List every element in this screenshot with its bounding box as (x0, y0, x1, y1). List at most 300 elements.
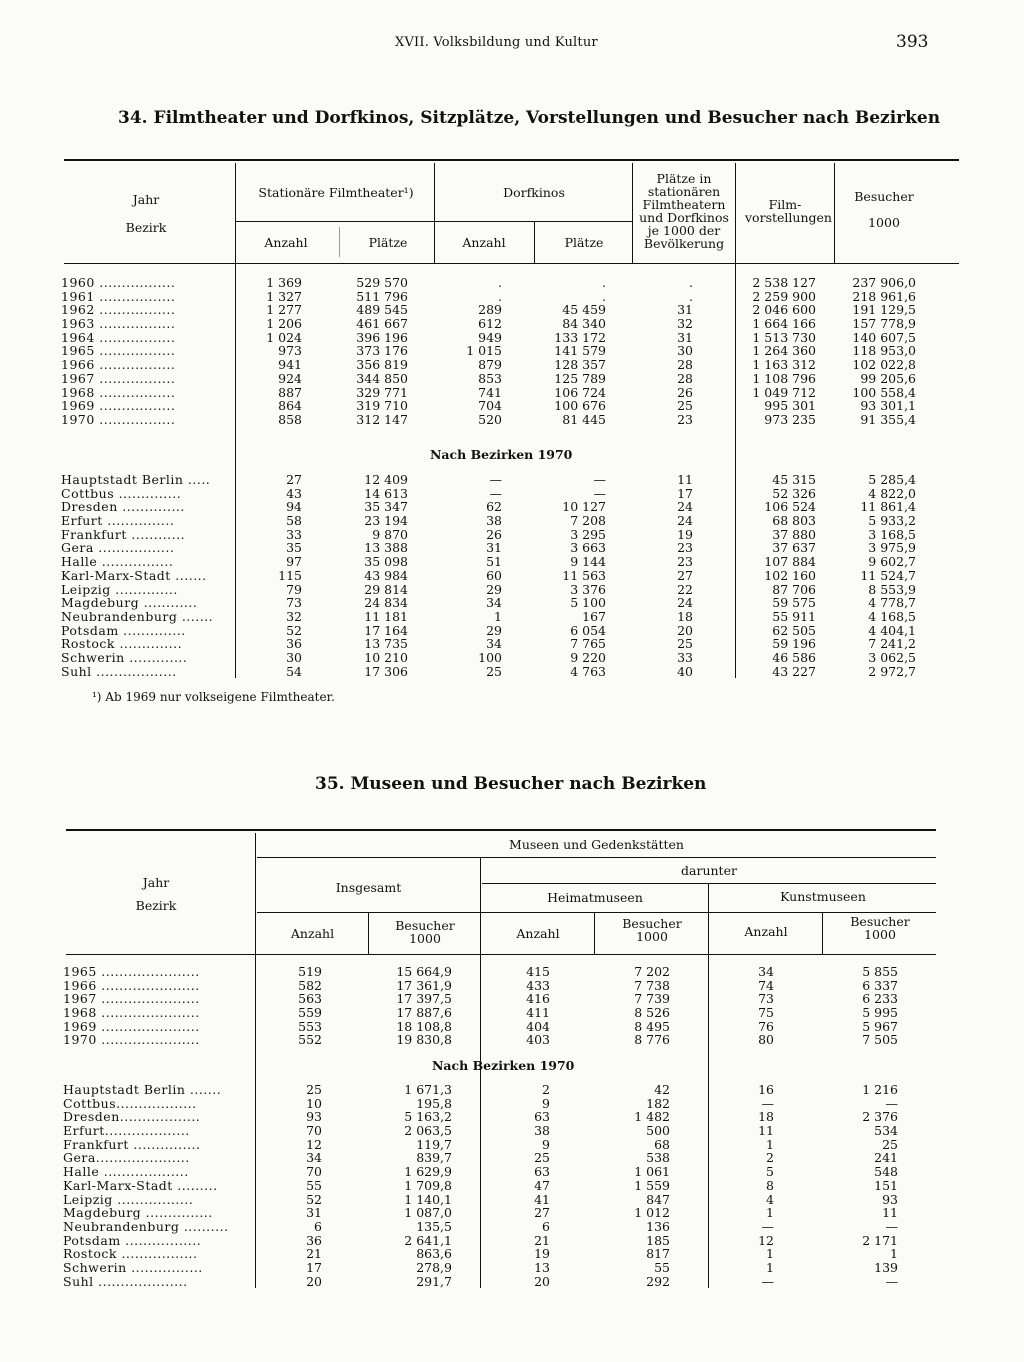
table-cell: 6 054 (570, 622, 606, 638)
t34-year-dk-anzahl (448, 276, 502, 427)
table-cell: 97 (286, 554, 302, 570)
table-cell: 118 953,0 (852, 343, 916, 359)
t34-year-besucher (836, 276, 916, 427)
table-cell: 1 277 (266, 302, 302, 318)
table-cell: 54 (286, 663, 302, 679)
table-cell: 25 (677, 636, 693, 652)
table-cell: 8 495 (634, 1018, 670, 1034)
table-cell: 29 (486, 622, 502, 638)
table-cell: 19 (677, 526, 693, 542)
table-cell: 1 482 (634, 1109, 670, 1125)
table-cell: 3 295 (570, 526, 606, 542)
table-cell: . (689, 275, 693, 290)
table-cell: 1 (766, 1205, 774, 1221)
t35-head-ins-besucher: Besucher (395, 918, 455, 933)
table-cell: 11 524,7 (860, 567, 916, 583)
table-cell: Leipzig ................. (63, 1191, 194, 1207)
table-cell: 7 765 (570, 636, 606, 652)
table-cell: 195,8 (416, 1095, 452, 1111)
table-cell: 62 505 (772, 622, 816, 638)
table-cell: 411 (526, 1005, 550, 1021)
table-cell: Cottbus.................. (63, 1095, 197, 1111)
table-cell: 106 724 (554, 384, 606, 400)
table-cell: 99 205,6 (860, 370, 916, 386)
table-cell: 289 (478, 302, 502, 318)
table-cell: 1 (766, 1246, 774, 1262)
table-cell: 52 326 (772, 485, 816, 501)
t34-district-st-plaetze (340, 473, 408, 678)
table-cell: 21 (534, 1232, 550, 1248)
table-cell: 553 (298, 1018, 322, 1034)
table-cell: 548 (874, 1164, 898, 1180)
table-cell: 60 (486, 567, 502, 583)
table-cell: 119,7 (416, 1136, 452, 1152)
table-cell: 2 (542, 1082, 550, 1097)
table-cell: 344 850 (356, 370, 408, 386)
table-cell: 94 (286, 499, 302, 515)
t35-district-km-besucher (830, 1083, 898, 1288)
table-cell: 404 (526, 1018, 550, 1034)
table-cell: 3 168,5 (868, 526, 916, 542)
table-cell: 40 (677, 663, 693, 679)
table-cell: 73 (286, 595, 302, 611)
t35-head-jahr: Jahr (142, 875, 170, 890)
table-cell: 1969 ...................... (63, 1018, 200, 1034)
table-cell: 5 285,4 (868, 472, 916, 487)
table-cell: 5 933,2 (868, 513, 916, 529)
table-cell: 191 129,5 (852, 302, 916, 318)
table-cell: 19 830,8 (396, 1032, 452, 1048)
t35-year-hm-anzahl (510, 965, 550, 1047)
table-cell: 37 637 (772, 540, 816, 556)
t34-year-labels (61, 276, 233, 427)
table-cell: 34 (758, 964, 774, 979)
table-cell: 24 (677, 499, 693, 515)
table-cell: 25 (882, 1136, 898, 1152)
table-cell: Frankfurt ............... (63, 1136, 201, 1152)
table-cell: 8 553,9 (868, 581, 916, 597)
table-cell: 14 613 (364, 485, 408, 501)
table-cell: 102 022,8 (852, 357, 916, 373)
t34-head-dorfkinos: Dorfkinos (503, 185, 565, 200)
table-cell: 1960 ................. (61, 275, 176, 290)
table-cell: 133 172 (554, 329, 606, 345)
t35-head-km-anzahl: Anzahl (744, 924, 788, 939)
table-cell: 17 306 (364, 663, 408, 679)
t35-head-km-besucher: Besucher (850, 914, 910, 929)
t34-head-st-plaetze: Plätze (368, 235, 408, 250)
table-cell: Gera..................... (63, 1150, 190, 1166)
table-cell: 27 (534, 1205, 550, 1221)
table-cell: 489 545 (356, 302, 408, 318)
table-cell: 31 (486, 540, 502, 556)
table-cell: 5 967 (862, 1018, 898, 1034)
table-cell: 100 (478, 649, 502, 665)
table-cell: 30 (286, 649, 302, 665)
table-cell: 23 (677, 411, 693, 427)
table-cell: 37 880 (772, 526, 816, 542)
table-cell: 9 602,7 (868, 554, 916, 570)
table-cell: 10 127 (562, 499, 606, 515)
table-cell: — (593, 472, 606, 487)
table-cell: 36 (306, 1232, 322, 1248)
table-cell: 1 015 (466, 343, 502, 359)
table-cell: 887 (278, 384, 302, 400)
table-cell: 5 (766, 1164, 774, 1180)
table-cell: 5 100 (570, 595, 606, 611)
t35-head-insgesamt: Insgesamt (335, 880, 402, 895)
t35-district-hm-besucher (610, 1083, 670, 1288)
table-cell: 28 (677, 370, 693, 386)
t34-district-je1000 (655, 473, 693, 678)
table-cell: 1969 ................. (61, 398, 176, 414)
t34-district-st-anzahl (244, 473, 302, 678)
table-cell: 17 397,5 (396, 991, 452, 1007)
table-cell: 6 233 (862, 991, 898, 1007)
table-cell: 7 505 (862, 1032, 898, 1048)
table-cell: 2 641,1 (404, 1232, 452, 1248)
table-cell: . (602, 275, 606, 290)
t34-head-jahr: Jahr (132, 192, 160, 207)
t34-head-stationaer: Stationäre Filmtheater¹) (258, 185, 414, 200)
t34-head-st-anzahl: Anzahl (264, 235, 308, 250)
table-cell: Schwerin ................ (63, 1259, 203, 1275)
table-cell: 18 (758, 1109, 774, 1125)
t34-head-dk-anzahl: Anzahl (462, 235, 506, 250)
table-35-title: 35. Museen und Besucher nach Bezirken (315, 774, 707, 794)
table-cell: 1 664 166 (752, 316, 816, 332)
t35-head-ins-anzahl: Anzahl (290, 926, 335, 941)
table-cell: 7 208 (570, 513, 606, 529)
t34-year-st-plaetze (340, 276, 408, 427)
table-cell: 135,5 (416, 1218, 452, 1234)
table-cell: 1967 ................. (61, 370, 176, 386)
table-cell: 11 (882, 1205, 898, 1221)
table-cell: 24 (677, 595, 693, 611)
table-cell: 29 (486, 581, 502, 597)
table-cell: 241 (874, 1150, 898, 1166)
t34-district-labels (61, 473, 233, 678)
table-cell: . (498, 288, 502, 304)
table-cell: 1 709,8 (404, 1177, 452, 1193)
table-cell: 139 (874, 1259, 898, 1275)
table-cell: 4 763 (570, 663, 606, 679)
table-cell: 15 664,9 (396, 964, 452, 979)
table-cell: — (761, 1273, 774, 1289)
table-cell: Suhl .................... (63, 1273, 188, 1289)
table-cell: 1966 ...................... (63, 977, 200, 993)
table-cell: 1968 ...................... (63, 1005, 200, 1021)
table-cell: 43 (286, 485, 302, 501)
table-cell: 2 (766, 1150, 774, 1166)
table-cell: 70 (306, 1123, 322, 1139)
table-cell: 11 (677, 472, 693, 487)
table-cell: 1 629,9 (404, 1164, 452, 1180)
table-cell: 2 171 (862, 1232, 898, 1248)
table-cell: 924 (278, 370, 302, 386)
table-cell: 107 884 (764, 554, 816, 570)
table-cell: 34 (486, 636, 502, 652)
table-cell: 33 (677, 649, 693, 665)
table-cell: 87 706 (772, 581, 816, 597)
table-cell: 34 (306, 1150, 322, 1166)
table-cell: 520 (478, 411, 502, 427)
table-cell: — (885, 1273, 898, 1289)
table-cell: 75 (758, 1005, 774, 1021)
table-cell: 1 369 (266, 275, 302, 290)
table-cell: 29 814 (364, 581, 408, 597)
table-cell: 3 062,5 (868, 649, 916, 665)
table-cell: 8 776 (634, 1032, 670, 1048)
table-cell: 949 (478, 329, 502, 345)
t35-district-ins-anzahl (282, 1083, 322, 1288)
t34-year-st-anzahl (244, 276, 302, 427)
table-cell: 2 538 127 (752, 275, 816, 290)
table-cell: 704 (478, 398, 502, 414)
table-cell: 11 (758, 1123, 774, 1139)
t35-head-hm-anzahl: Anzahl (516, 926, 560, 941)
table-cell: 741 (478, 384, 502, 400)
table-cell: 8 526 (634, 1005, 670, 1021)
table-cell: 1 163 312 (752, 357, 816, 373)
table-cell: 356 819 (356, 357, 408, 373)
table-cell: 4 (766, 1191, 774, 1207)
table-cell: — (885, 1218, 898, 1234)
table-cell: 1 108 796 (752, 370, 816, 386)
table-cell: 1 327 (266, 288, 302, 304)
table-cell: 1961 ................. (61, 288, 176, 304)
table-cell: 58 (286, 513, 302, 529)
table-cell: 1 559 (634, 1177, 670, 1193)
table-cell: 59 575 (772, 595, 816, 611)
table-cell: 32 (286, 608, 302, 624)
table-cell: 23 194 (364, 513, 408, 529)
table-cell: 33 (286, 526, 302, 542)
table-cell: 21 (306, 1246, 322, 1262)
table-cell: 13 (534, 1259, 550, 1275)
table-cell: 879 (478, 357, 502, 373)
table-cell: 396 196 (356, 329, 408, 345)
t34-district-vorst (742, 473, 816, 678)
table-cell: Gera ................. (61, 540, 175, 556)
table-cell: Neubrandenburg .......... (63, 1218, 229, 1234)
table-cell: 5 995 (862, 1005, 898, 1021)
table-cell: 563 (298, 991, 322, 1007)
table-cell: 106 524 (764, 499, 816, 515)
table-cell: — (593, 485, 606, 501)
table-cell: 3 376 (570, 581, 606, 597)
table-cell: Dresden.................. (63, 1109, 201, 1125)
table-cell: 7 241,2 (868, 636, 916, 652)
table-cell: 403 (526, 1032, 550, 1048)
table-cell: 1970 ................. (61, 411, 176, 427)
table-cell: Suhl .................. (61, 663, 177, 679)
table-cell: — (761, 1218, 774, 1234)
table-cell: 1967 ...................... (63, 991, 200, 1007)
table-cell: 157 778,9 (852, 316, 916, 332)
table-cell: 26 (677, 384, 693, 400)
table-cell: 76 (758, 1018, 774, 1034)
table-cell: 93 (882, 1191, 898, 1207)
table-cell: 4 168,5 (868, 608, 916, 624)
table-cell: 38 (534, 1123, 550, 1139)
table-cell: 70 (306, 1164, 322, 1180)
table-cell: 45 315 (772, 472, 816, 487)
table-cell: Cottbus .............. (61, 485, 182, 501)
table-cell: 858 (278, 411, 302, 427)
table-34-title: 34. Filmtheater und Dorfkinos, Sitzplätze, Vorstellungen und Besucher nach Bezirken (118, 108, 941, 128)
table-cell: 20 (677, 622, 693, 638)
table-cell: 43 984 (364, 567, 408, 583)
table-cell: 4 822,0 (868, 485, 916, 501)
table-cell: 12 (306, 1136, 322, 1152)
t35-head-bezirk: Bezirk (135, 898, 177, 913)
table-cell: 1966 ................. (61, 357, 176, 373)
table-cell: 24 834 (364, 595, 408, 611)
table-cell: 995 301 (764, 398, 816, 414)
table-cell: 291,7 (416, 1273, 452, 1289)
table-cell: 11 181 (364, 608, 408, 624)
table-cell: Hauptstadt Berlin ..... (61, 472, 211, 487)
table-cell: 136 (646, 1218, 670, 1234)
table-cell: 1965 ................. (61, 343, 176, 359)
table-cell: 552 (298, 1032, 322, 1048)
table-cell: 55 (306, 1177, 322, 1193)
table-cell: 329 771 (356, 384, 408, 400)
table-cell: 1 (766, 1259, 774, 1275)
table-cell: 115 (278, 567, 302, 583)
table-cell: 853 (478, 370, 502, 386)
table-cell: 47 (534, 1177, 550, 1193)
table-cell: 41 (534, 1191, 550, 1207)
table-cell: 25 (677, 398, 693, 414)
t35-year-ins-besucher (380, 965, 452, 1047)
table-cell: 17 (677, 485, 693, 501)
table-cell: . (689, 288, 693, 304)
table-cell: Schwerin ............. (61, 649, 188, 665)
table-cell: 839,7 (416, 1150, 452, 1166)
table-cell: 22 (677, 581, 693, 597)
t35-head-km-tausend: 1000 (864, 927, 896, 942)
t35-year-km-anzahl (740, 965, 774, 1047)
table-cell: — (489, 485, 502, 501)
t35-head-darunter: darunter (681, 863, 737, 878)
table-cell: Neubrandenburg ....... (61, 608, 214, 624)
table-cell: Potsdam .............. (61, 622, 186, 638)
table-cell: 38 (486, 513, 502, 529)
table-cell: Rostock .............. (61, 636, 183, 652)
table-cell: 2 376 (862, 1109, 898, 1125)
table-cell: Potsdam ................. (63, 1232, 202, 1248)
table-cell: 2 259 900 (752, 288, 816, 304)
table-cell: 84 340 (562, 316, 606, 332)
table-cell: 182 (646, 1095, 670, 1111)
table-cell: 1 264 360 (752, 343, 816, 359)
table-cell: 23 (677, 554, 693, 570)
table-cell: — (761, 1095, 774, 1111)
table-cell: 13 735 (364, 636, 408, 652)
t35-year-ins-anzahl (282, 965, 322, 1047)
table-cell: 19 (534, 1246, 550, 1262)
table-cell: 128 357 (554, 357, 606, 373)
table-cell: 1 (890, 1246, 898, 1262)
t34-year-je1000 (655, 276, 693, 427)
table-cell: 612 (478, 316, 502, 332)
table-cell: 27 (677, 567, 693, 583)
table-cell: Hauptstadt Berlin ....... (63, 1082, 222, 1097)
table-cell: 4 778,7 (868, 595, 916, 611)
table-cell: 1 216 (862, 1082, 898, 1097)
table-cell: 24 (677, 513, 693, 529)
table-cell: 433 (526, 977, 550, 993)
table-cell: 559 (298, 1005, 322, 1021)
table-cell: 11 861,4 (860, 499, 916, 515)
table-cell: 312 147 (356, 411, 408, 427)
table-cell: Dresden .............. (61, 499, 185, 515)
t35-district-hm-anzahl (510, 1083, 550, 1288)
t35-year-km-besucher (830, 965, 898, 1047)
table-cell: 1964 ................. (61, 329, 176, 345)
table-cell: 6 (314, 1218, 322, 1234)
table-cell: 43 227 (772, 663, 816, 679)
table-cell: 373 176 (356, 343, 408, 359)
table-cell: 511 796 (356, 288, 408, 304)
table-cell: 1963 ................. (61, 316, 176, 332)
t34-footnote: ¹) Ab 1969 nur volkseigene Filmtheater. (92, 690, 335, 704)
table-cell: 17 (306, 1259, 322, 1275)
table-cell: 2 046 600 (752, 302, 816, 318)
table-cell: 18 108,8 (396, 1018, 452, 1034)
table-cell: 63 (534, 1164, 550, 1180)
table-cell: 52 (286, 622, 302, 638)
table-cell: 10 (306, 1095, 322, 1111)
table-cell: Erfurt ............... (61, 513, 175, 529)
table-cell: 62 (486, 499, 502, 515)
table-cell: 140 607,5 (852, 329, 916, 345)
table-cell: 17 887,6 (396, 1005, 452, 1021)
table-cell: 42 (654, 1082, 670, 1097)
table-cell: 185 (646, 1232, 670, 1248)
table-cell: Magdeburg ............ (61, 595, 198, 611)
table-cell: 3 975,9 (868, 540, 916, 556)
t34-year-vorst (742, 276, 816, 427)
table-cell: 32 (677, 316, 693, 332)
table-cell: 9 (542, 1136, 550, 1152)
table-cell: 1 671,3 (404, 1082, 452, 1097)
table-cell: 12 409 (364, 472, 408, 487)
table-cell: 519 (298, 964, 322, 979)
table-cell: 100 676 (554, 398, 606, 414)
table-cell: 237 906,0 (852, 275, 916, 290)
table-cell: 5 163,2 (404, 1109, 452, 1125)
table-cell: 973 (278, 343, 302, 359)
table-cell: 17 361,9 (396, 977, 452, 993)
table-cell: 278,9 (416, 1259, 452, 1275)
table-cell: 17 164 (364, 622, 408, 638)
table-cell: 73 (758, 991, 774, 1007)
table-cell: 847 (646, 1191, 670, 1207)
table-cell: 415 (526, 964, 550, 979)
table-cell: Erfurt................... (63, 1123, 190, 1139)
table-cell: 12 (758, 1232, 774, 1248)
table-cell: 1 012 (634, 1205, 670, 1221)
table-cell: 35 347 (364, 499, 408, 515)
table-cell: 63 (534, 1109, 550, 1125)
table-cell: 25 (486, 663, 502, 679)
table-cell: 151 (874, 1177, 898, 1193)
table-cell: Leipzig .............. (61, 581, 178, 597)
table-cell: 9 (542, 1095, 550, 1111)
